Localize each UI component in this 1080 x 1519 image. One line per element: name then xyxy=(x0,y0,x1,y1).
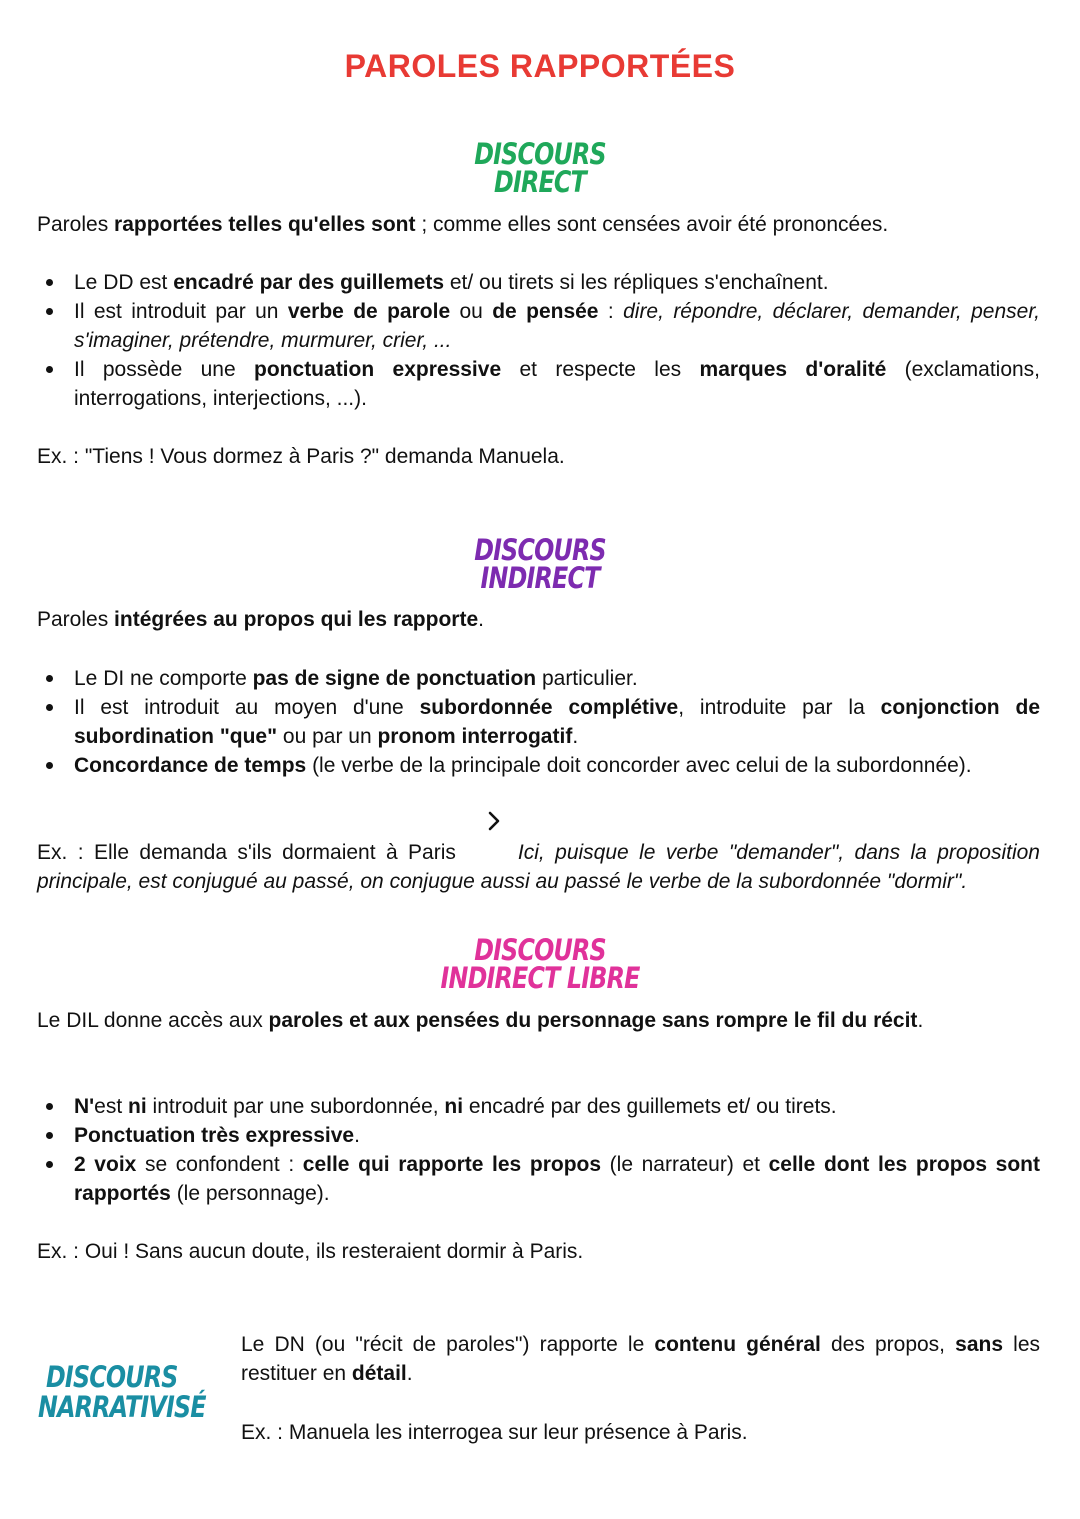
bold-text: de pensée xyxy=(492,300,599,323)
list-item xyxy=(37,1150,1040,1208)
heading-narrativise-line2: NARRATIVISÉ xyxy=(38,1390,206,1424)
heading-indirect-line1: DISCOURS xyxy=(474,533,606,567)
bold-text: contenu général xyxy=(654,1333,821,1356)
narrativise-example: Ex. : Manuela les interrogea sur leur présence à Paris. xyxy=(241,1421,748,1444)
bold-text: marques d'oralité xyxy=(699,358,887,381)
text: des propos, xyxy=(820,1333,956,1356)
text: particulier. xyxy=(536,667,638,690)
heading-discours-indirect-libre xyxy=(97,933,983,995)
heading-discours-direct xyxy=(97,137,983,199)
bold-text: subordonnée complétive xyxy=(419,696,679,719)
page-title: PAROLES RAPPORTÉES xyxy=(344,48,736,84)
text: (le verbe de la principale doit concorder avec celui de la subordonnée). xyxy=(306,754,972,777)
text: est xyxy=(94,1095,129,1118)
indirect-example-note: Ici, puisque le verbe "demander", dans la proposition principale, est conjugué au passé, on conjugue aussi au passé le verbe de la subordonnée "dormir". xyxy=(37,841,1040,893)
indirect-libre-intro-text-end: . xyxy=(917,1009,924,1032)
text: Le DI ne comporte xyxy=(74,667,253,690)
indirect-intro xyxy=(37,605,1040,634)
indirect-libre-intro xyxy=(37,1006,1040,1035)
bold-text: verbe de parole xyxy=(287,300,451,323)
text: (exclamations, interrogations, interjections, ...). xyxy=(74,358,1041,410)
text: Il possède une xyxy=(74,358,255,381)
list-item xyxy=(37,268,1040,297)
bold-text: ponctuation expressive xyxy=(254,358,502,381)
text: : xyxy=(598,300,624,323)
narrativise-text xyxy=(241,1330,1040,1388)
bold-text: pas de signe de ponctuation xyxy=(252,667,537,690)
text: . xyxy=(572,725,579,748)
list-item xyxy=(37,751,1040,780)
bold-text: conjonction de subordination "que" xyxy=(74,696,1041,748)
direct-example: Ex. : "Tiens ! Vous dormez à Paris ?" demanda Manuela. xyxy=(37,445,565,468)
text: ou xyxy=(450,300,493,323)
text: et respecte les xyxy=(501,358,700,381)
text: Il est introduit par un xyxy=(74,300,288,323)
text: . xyxy=(354,1124,360,1147)
text: Le DD est xyxy=(74,271,174,294)
list-item xyxy=(37,297,1040,355)
chevron-right-icon xyxy=(485,808,503,834)
text: (le narrateur) et xyxy=(601,1153,769,1176)
bold-text: ni xyxy=(444,1095,464,1118)
indirect-libre-intro-text: Le DIL donne accès aux xyxy=(37,1009,269,1032)
bold-text: sans xyxy=(955,1333,1004,1356)
direct-intro-bold: rapportées telles qu'elles sont xyxy=(114,213,416,236)
heading-narrativise-line1: DISCOURS xyxy=(46,1360,178,1394)
text: encadré par des guillemets et/ ou tirets. xyxy=(463,1095,837,1118)
indirect-libre-bullet-list xyxy=(37,1092,1040,1208)
list-item xyxy=(37,693,1040,751)
bold-text: Ponctuation très expressive xyxy=(74,1124,355,1147)
bold-text: 2 voix xyxy=(74,1153,137,1176)
list-item xyxy=(37,1092,1040,1121)
indirect-libre-example: Ex. : Oui ! Sans aucun doute, ils resteraient dormir à Paris. xyxy=(37,1240,584,1263)
indirect-libre-intro-bold: paroles et aux pensées du personnage sans rompre le fil du récit xyxy=(268,1009,918,1032)
bold-text: celle dont les propos sont rapportés xyxy=(74,1153,1040,1205)
indirect-example xyxy=(37,838,1040,896)
heading-discours-indirect xyxy=(97,533,983,595)
indirect-bullet-list xyxy=(37,664,1040,780)
text: , introduite par la xyxy=(678,696,881,719)
heading-direct-line2: DIRECT xyxy=(494,165,586,199)
text: . xyxy=(406,1362,413,1385)
direct-bullet-list xyxy=(37,268,1040,413)
text: et/ ou tirets si les répliques s'enchaînent. xyxy=(444,271,829,294)
text: Il est introduit au moyen d'une xyxy=(74,696,420,719)
list-item xyxy=(37,1121,1040,1150)
heading-indirect-libre-line1: DISCOURS xyxy=(474,933,606,967)
indirect-intro-text-end: . xyxy=(478,608,484,631)
direct-intro-text: Paroles xyxy=(37,213,115,236)
bold-text: N' xyxy=(74,1095,95,1118)
bold-text: détail xyxy=(351,1362,407,1385)
direct-intro-text-end: ; comme elles sont censées avoir été prononcées. xyxy=(415,213,889,236)
bold-text: celle qui rapporte les propos xyxy=(302,1153,602,1176)
heading-indirect-libre-line2: INDIRECT LIBRE xyxy=(440,961,640,995)
direct-intro xyxy=(37,210,1040,239)
italic-text: dire, répondre, déclarer, demander, penser, s'imaginer, prétendre, murmurer, crier, ... xyxy=(74,300,1041,352)
list-item xyxy=(37,664,1040,693)
heading-indirect-line2: INDIRECT xyxy=(480,561,600,595)
text: se confondent : xyxy=(136,1153,303,1176)
text: introduit par une subordonnée, xyxy=(146,1095,445,1118)
text: (le personnage). xyxy=(170,1182,330,1205)
indirect-example-text: Ex. : Elle demanda s'ils dormaient à Paris xyxy=(37,841,456,864)
bold-text: ni xyxy=(128,1095,147,1118)
heading-discours-narrativise xyxy=(38,1360,206,1424)
indirect-intro-text: Paroles xyxy=(37,608,115,631)
bold-text: Concordance de temps xyxy=(74,754,307,777)
indirect-intro-bold: intégrées au propos qui les rapporte xyxy=(114,608,479,631)
heading-direct-line1: DISCOURS xyxy=(474,137,606,171)
text: Le DN (ou "récit de paroles") rapporte le xyxy=(241,1333,655,1356)
text: ou par un xyxy=(277,725,378,748)
bold-text: encadré par des guillemets xyxy=(173,271,444,294)
text: les restituer en xyxy=(241,1333,1040,1385)
bold-text: pronom interrogatif xyxy=(377,725,573,748)
list-item xyxy=(37,355,1040,413)
